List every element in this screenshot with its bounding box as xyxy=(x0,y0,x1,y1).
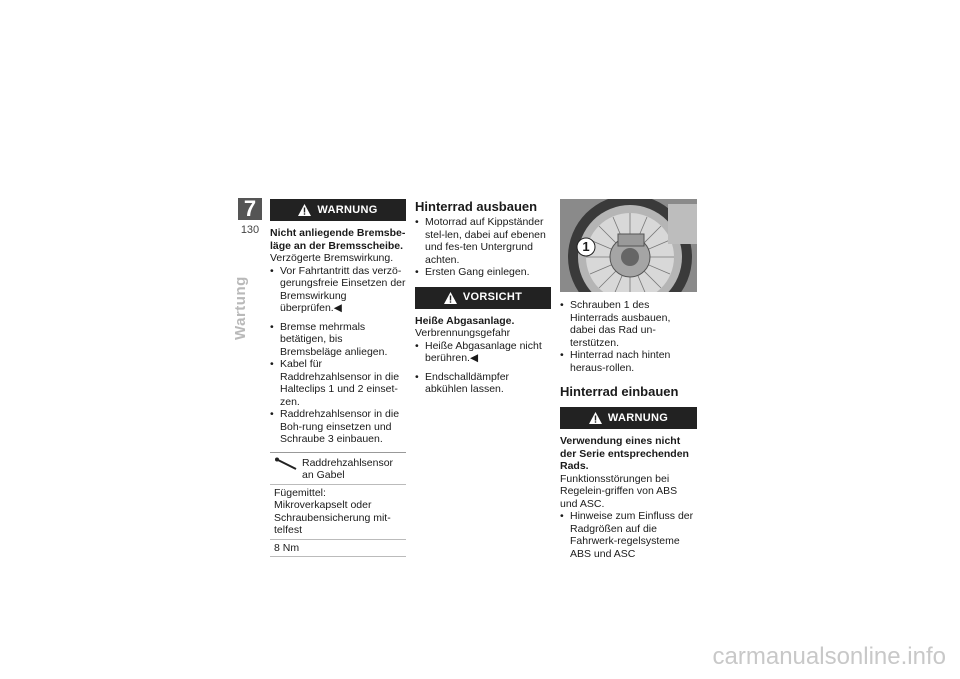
chapter-number: 7 xyxy=(238,198,262,220)
figure-callout: 1 xyxy=(582,239,590,254)
torque-wrench-icon xyxy=(274,457,298,471)
warning-bullet: • Vor Fahrtantritt das verzö-gerungsfreie Einsetzen der Bremswirkung überprüfen.◀ xyxy=(270,265,406,315)
column-2 xyxy=(415,199,551,396)
warning-text: Funktionsstörungen bei Regelein-griffen von ABS und ASC. xyxy=(560,472,678,510)
list-item: • Raddrehzahlsensor in die Boh-rung einsetzen und Schraube 3 einbauen. xyxy=(270,408,406,446)
caution-bullet: • Heiße Abgasanlage nicht berühren.◀ xyxy=(415,340,551,365)
list-item: • Ersten Gang einlegen. xyxy=(415,266,551,279)
warning-title: Verwendung eines nicht der Serie entsprechenden Rads. xyxy=(560,435,689,472)
warning-box: WARNUNG xyxy=(270,199,406,221)
warning-bullet: • Hinweise zum Einfluss der Radgrößen auf die Fahrwerk-regelsysteme ABS und ASC xyxy=(560,510,697,560)
warning-text: Verzögerte Bremswirkung. xyxy=(270,252,394,264)
warning-icon xyxy=(444,292,457,304)
caution-box: VORSICHT xyxy=(415,287,551,309)
caution-text: Verbrennungsgefahr xyxy=(415,327,511,339)
list-item: • Schrauben 1 des Hinterrads ausbauen, dabei das Rad un-terstützen. xyxy=(560,299,697,349)
spec-title: Raddrehzahlsensor an Gabel xyxy=(302,456,394,481)
spec-table xyxy=(270,452,406,558)
column-1 xyxy=(270,199,406,557)
warning-box: WARNUNG xyxy=(560,407,697,429)
rear-wheel-figure xyxy=(560,199,697,292)
column-3 xyxy=(560,299,697,560)
section-heading: Hinterrad ausbauen xyxy=(415,199,538,214)
warning-title: Nicht anliegende Bremsbe-läge an der Bremsscheibe. xyxy=(270,227,406,252)
page-number: 130 xyxy=(240,224,260,236)
spec-row: Fügemittel: Mikroverkapselt oder Schraubensicherung mit-telfest xyxy=(270,485,406,540)
list-item: • Motorrad auf Kippständer stel-len, dabei auf ebenen und fes-ten Untergrund achten. xyxy=(415,216,551,266)
warning-icon xyxy=(298,204,311,216)
spec-row: 8 Nm xyxy=(270,540,406,558)
section-heading: Hinterrad einbauen xyxy=(560,384,679,399)
section-title: Wartung xyxy=(232,276,249,340)
caution-title: Heiße Abgasanlage. xyxy=(415,314,515,327)
list-item: • Endschalldämpfer abkühlen lassen. xyxy=(415,371,551,396)
warning-icon xyxy=(589,412,602,424)
list-item: • Hinterrad nach hinten heraus-rollen. xyxy=(560,349,697,374)
list-item: • Bremse mehrmals betätigen, bis Bremsbeläge anliegen. xyxy=(270,321,406,359)
list-item: • Kabel für Raddrehzahlsensor in die Halteclips 1 und 2 einset-zen. xyxy=(270,358,406,408)
watermark: carmanualsonline.info xyxy=(712,643,946,670)
